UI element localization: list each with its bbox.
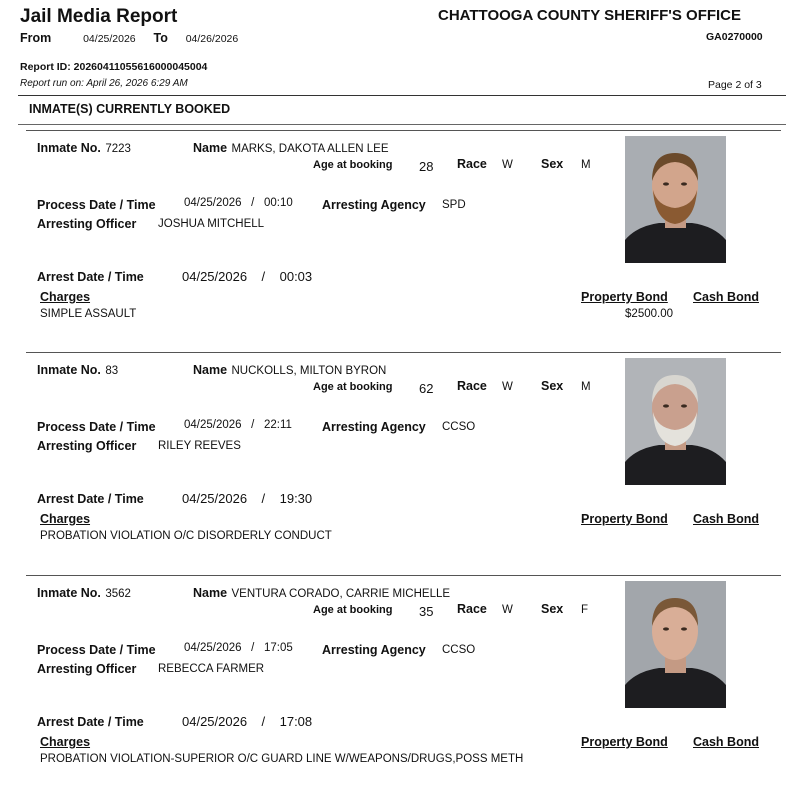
- process-slash: /: [251, 419, 255, 431]
- arrest-slash: /: [261, 491, 266, 506]
- officer-value: REBECCA FARMER: [158, 663, 265, 675]
- arrest-datetime: [182, 491, 312, 506]
- sex-label: Sex: [541, 602, 564, 616]
- sex-label: Sex: [541, 157, 564, 171]
- race-label: Race: [457, 157, 487, 171]
- inmate-name: VENTURA CORADO, CARRIE MICHELLE: [231, 588, 451, 600]
- inmate-record: [0, 352, 806, 574]
- sex-value: M: [581, 159, 591, 171]
- cash-bond-label: Cash Bond: [693, 735, 759, 749]
- inmate-photo: [625, 581, 726, 708]
- agency-value: CCSO: [442, 644, 476, 656]
- race-label: Race: [457, 602, 487, 616]
- race-value: W: [502, 381, 513, 393]
- property-bond-label: Property Bond: [581, 290, 668, 304]
- to-date: 04/26/2026: [185, 33, 239, 45]
- process-label: Process Date / Time: [37, 198, 156, 212]
- age-label: Age at booking: [313, 604, 393, 616]
- arrest-label: Arrest Date / Time: [37, 270, 144, 284]
- officer-label: Arresting Officer: [37, 217, 137, 231]
- inmate-no: 83: [105, 365, 119, 377]
- inmate-no-label: Inmate No.: [37, 363, 101, 377]
- agency-name: CHATTOOGA COUNTY SHERIFF'S OFFICE: [438, 7, 742, 24]
- process-slash: /: [251, 642, 255, 654]
- process-date: 04/25/2026: [184, 197, 242, 209]
- from-date: 04/25/2026: [83, 33, 136, 45]
- cash-bond-label: Cash Bond: [693, 290, 759, 304]
- race-value: W: [502, 159, 513, 171]
- property-bond-value: $2500.00: [625, 308, 673, 320]
- arrest-date: 04/25/2026: [182, 714, 248, 729]
- sex-label: Sex: [541, 379, 564, 393]
- report-id: Report ID: 20260411055616000045004: [20, 61, 208, 73]
- process-time: 00:10: [263, 197, 293, 209]
- arrest-time: 00:03: [279, 269, 313, 284]
- process-datetime: [184, 642, 293, 654]
- cash-bond-label: Cash Bond: [693, 512, 759, 526]
- page-number: Page 2 of 3: [708, 79, 762, 91]
- property-bond-label: Property Bond: [581, 512, 668, 526]
- name-label: Name: [193, 363, 228, 377]
- inmate-no-label: Inmate No.: [37, 586, 101, 600]
- inmate-name: MARKS, DAKOTA ALLEN LEE: [231, 143, 389, 155]
- ori-number: GA0270000: [706, 31, 763, 43]
- age-value: 35: [419, 604, 434, 619]
- name-label: Name: [193, 586, 228, 600]
- process-label: Process Date / Time: [37, 643, 156, 657]
- charges-label: Charges: [40, 512, 91, 526]
- agency-value: SPD: [442, 199, 466, 211]
- arrest-slash: /: [261, 269, 266, 284]
- inmate-no-label: Inmate No.: [37, 141, 101, 155]
- section-title: INMATE(S) CURRENTLY BOOKED: [29, 102, 231, 116]
- to-label: To: [153, 31, 168, 45]
- arrest-date: 04/25/2026: [182, 491, 248, 506]
- report-run-time: Report run on: April 26, 2026 6:29 AM: [20, 78, 188, 89]
- age-label: Age at booking: [313, 159, 393, 171]
- arrest-time: 19:30: [279, 491, 313, 506]
- inmate-record: [0, 575, 806, 797]
- age-value: 28: [419, 159, 434, 174]
- agency-label: Arresting Agency: [322, 643, 426, 657]
- charge-text: SIMPLE ASSAULT: [40, 308, 137, 320]
- age-value: 62: [419, 381, 434, 396]
- inmate-photo: [625, 358, 726, 485]
- process-time: 22:11: [263, 419, 292, 431]
- arrest-datetime: [182, 269, 312, 284]
- race-value: W: [502, 604, 513, 616]
- report-title: Jail Media Report: [20, 6, 178, 27]
- from-label: From: [20, 31, 52, 45]
- process-date: 04/25/2026: [184, 419, 242, 431]
- process-date: 04/25/2026: [184, 642, 242, 654]
- inmate-no: 3562: [105, 588, 131, 600]
- officer-label: Arresting Officer: [37, 439, 137, 453]
- record-divider: [26, 575, 781, 576]
- age-label: Age at booking: [313, 381, 393, 393]
- arrest-slash: /: [261, 714, 266, 729]
- charge-text: PROBATION VIOLATION-SUPERIOR O/C GUARD LINE W/WEAPONS/DRUGS,POSS METH: [40, 753, 524, 765]
- agency-label: Arresting Agency: [322, 198, 426, 212]
- process-time: 17:05: [263, 642, 293, 654]
- process-datetime: [184, 419, 292, 431]
- property-bond-label: Property Bond: [581, 735, 668, 749]
- arrest-datetime: [182, 714, 312, 729]
- process-datetime: [184, 197, 293, 209]
- race-label: Race: [457, 379, 487, 393]
- sex-value: F: [581, 604, 589, 616]
- date-range: [20, 31, 238, 45]
- arrest-date: 04/25/2026: [182, 269, 248, 284]
- sex-value: M: [581, 381, 591, 393]
- arrest-time: 17:08: [279, 714, 313, 729]
- process-slash: /: [251, 197, 255, 209]
- inmate-record: [0, 130, 806, 352]
- agency-label: Arresting Agency: [322, 420, 426, 434]
- charges-label: Charges: [40, 735, 91, 749]
- officer-label: Arresting Officer: [37, 662, 137, 676]
- charge-text: PROBATION VIOLATION O/C DISORDERLY CONDUCT: [40, 530, 332, 542]
- officer-value: RILEY REEVES: [158, 440, 241, 452]
- agency-value: CCSO: [442, 421, 476, 433]
- record-divider: [26, 130, 781, 131]
- inmate-no: 7223: [105, 143, 131, 155]
- process-label: Process Date / Time: [37, 420, 156, 434]
- arrest-label: Arrest Date / Time: [37, 492, 144, 506]
- inmate-name: NUCKOLLS, MILTON BYRON: [231, 365, 387, 377]
- header-divider: [18, 95, 786, 96]
- inmate-photo: [625, 136, 726, 263]
- charges-label: Charges: [40, 290, 91, 304]
- officer-value: JOSHUA MITCHELL: [158, 218, 265, 230]
- section-divider: [18, 124, 786, 125]
- arrest-label: Arrest Date / Time: [37, 715, 144, 729]
- record-divider: [26, 352, 781, 353]
- name-label: Name: [193, 141, 228, 155]
